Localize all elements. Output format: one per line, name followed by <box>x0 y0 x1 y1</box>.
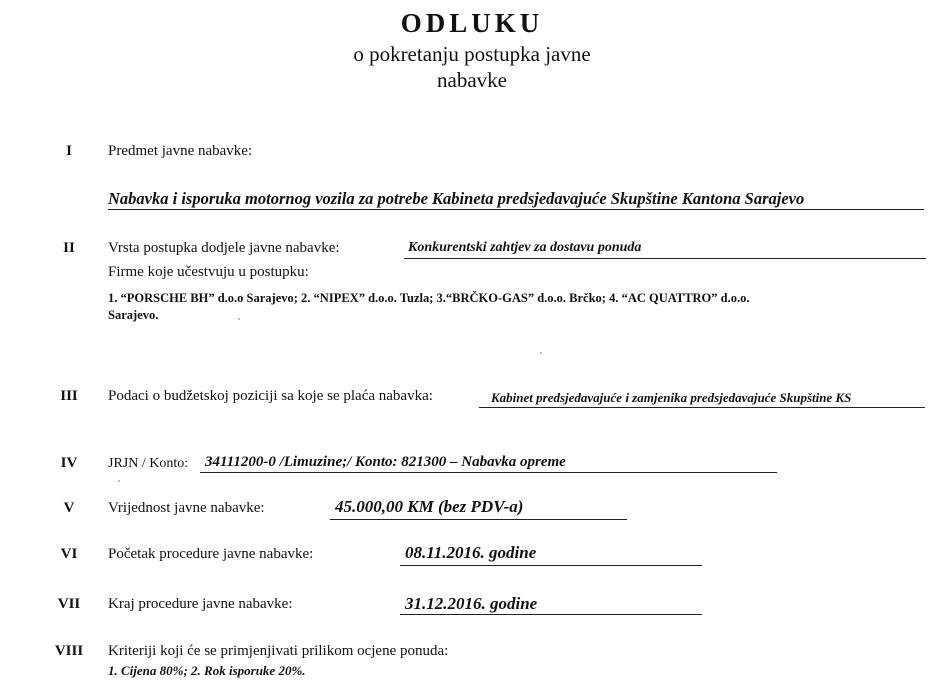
section-3-value: Kabinet predsjedavajuće i zamjenika predsjedavajuće Skupštine KS <box>491 390 852 405</box>
section-6-value: 08.11.2016. godine <box>405 543 537 562</box>
section-2-number: II <box>63 240 75 256</box>
section-7-label: Kraj procedure javne nabavke: <box>108 596 293 612</box>
section-5-value: 45.000,00 KM (bez PDV-a) <box>335 497 524 516</box>
section-4-value: 34111200-0 /Limuzine;/ Konto: 821300 – Nabavka opreme <box>205 454 566 470</box>
section-1-number: I <box>66 143 72 159</box>
section-4-label: JRJN / Konto: <box>108 456 189 471</box>
section-5-underline <box>330 519 627 520</box>
section-1-label: Predmet javne nabavke: <box>108 143 253 159</box>
section-8-number: VIII <box>54 643 84 659</box>
section-2-firms-line1: 1. “PORSCHE BH” d.o.o Sarajevo; 2. “NIPEX” d.o.o. Tuzla; 3.“BRČKO-GAS” d.o.o. Brčko; 4. “AC QUATTRO” d.o.o. <box>108 291 750 305</box>
section-7-underline <box>400 614 702 615</box>
section-2-label: Vrsta postupka dodjele javne nabavke: <box>108 240 340 256</box>
section-6-underline <box>400 565 702 566</box>
section-1-underline <box>108 209 924 210</box>
section-2-firms <box>108 290 908 324</box>
section-2-underline <box>404 258 926 259</box>
scan-speck <box>118 480 120 482</box>
scan-speck <box>238 318 240 320</box>
section-6-label: Početak procedure javne nabavke: <box>108 546 314 562</box>
document-title: ODLUKU <box>400 8 544 38</box>
section-8-value: 1. Cijena 80%; 2. Rok isporuke 20%. <box>108 663 306 678</box>
section-7-number: VII <box>57 596 81 612</box>
section-3-underline <box>479 407 925 408</box>
section-2-sub-label: Firme koje učestvuju u postupku: <box>108 264 309 280</box>
section-5-number: V <box>63 500 75 516</box>
section-2-value: Konkurentski zahtjev za dostavu ponuda <box>408 240 642 255</box>
section-7-value: 31.12.2016. godine <box>405 594 538 613</box>
section-4-underline <box>200 472 777 473</box>
section-2-firms-line2: Sarajevo. <box>108 308 159 322</box>
section-3-label: Podaci o budžetskoj poziciji sa koje se plaća nabavka: <box>108 388 433 404</box>
section-6-number: VI <box>60 546 78 562</box>
section-4-number: IV <box>60 455 78 471</box>
document-subtitle-line2: nabavke <box>437 68 507 92</box>
scan-speck <box>540 352 542 354</box>
document-subtitle-line1: o pokretanju postupka javne <box>353 42 591 66</box>
section-1-value: Nabavka i isporuka motornog vozila za potrebe Kabineta predsjedavajuće Skupštine Kantona Sarajevo <box>108 189 805 208</box>
section-8-label: Kriteriji koji će se primjenjivati prilikom ocjene ponuda: <box>108 643 449 659</box>
section-5-label: Vrijednost javne nabavke: <box>108 500 265 516</box>
section-3-number: III <box>60 388 78 404</box>
